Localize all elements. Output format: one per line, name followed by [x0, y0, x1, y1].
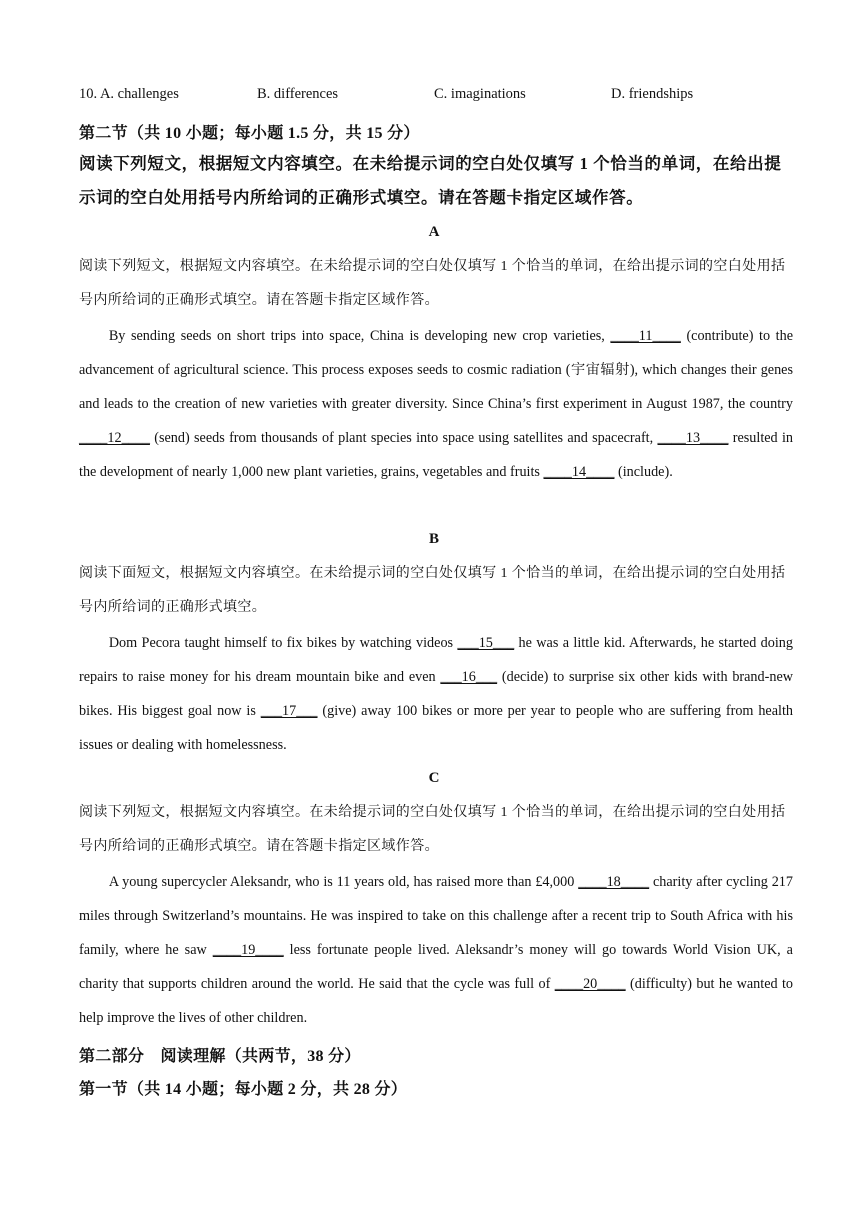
- blank-17[interactable]: ___17___: [260, 703, 318, 719]
- passage-b-instruction: 阅读下面短文，根据短文内容填空。在未给提示词的空白处仅填写 1 个恰当的单词，在给出提示词的空白处用括号内所给词的正确形式填空。: [79, 566, 786, 615]
- option-b: B. differences: [257, 86, 339, 102]
- passage-b-text: Dom Pecora taught himself to fix bikes by watching videos ___15___ he was a little kid. Afterwards, he started doing repairs to raise money for his dream mountain bike and even ___16___ (decide) to surprise six other kids with brand-new bikes. His biggest goal now is ___17___ (give) away 100 bikes or more per year to people who are suffering from health issues or dealing with homelessness.: [79, 635, 793, 753]
- section-2-instruction: 阅读下列短文，根据短文内容填空。在未给提示词的空白处仅填写 1 个恰当的单词，在给出提示词的空白处用括号内所给词的正确形式填空。请在答题卡指定区域作答。: [79, 154, 782, 207]
- passage-b-letter: B: [428, 531, 439, 547]
- blank-12[interactable]: ____12____: [79, 430, 150, 446]
- passage-c-letter: C: [428, 770, 440, 786]
- passage-c-text: A young supercycler Aleksandr, who is 11 years old, has raised more than £4,000 ____18____ charity after cycling 217 miles through Switzerland’s mountains. He was inspired to take on this challenge after a recent trip to South Africa with his family, where he saw ____19____ less fortunate people lived. Aleksandr’s money will go towards World Vision UK, a charity that supports children around the world. He said that the cycle was full of ____20____ (difficulty) but he wanted to help improve the lives of other children.: [79, 874, 794, 1026]
- passage-a-letter: A: [428, 224, 440, 240]
- section-2-heading: 第二节（共 10 小题；每小题 1.5 分，共 15 分）: [79, 125, 420, 142]
- passage-a-instruction: 阅读下列短文，根据短文内容填空。在未给提示词的空白处仅填写 1 个恰当的单词，在给出提示词的空白处用括号内所给词的正确形式填空。请在答题卡指定区域作答。: [79, 259, 786, 308]
- passage-a-text: By sending seeds on short trips into space, China is developing new crop varieties, ____11____ (contribute) to the advancement of agricultural science. This process exposes seeds to cosmic radiation (宇宙辐射), which changes their genes and leads to the creation of new varieties with greater diversity. Since China’s first experiment in August 1987, the country ____12____ (send) seeds from thousands of plant species into space using satellites and spacecraft, ____13____ resulted in the development of nearly 1,000 new plant varieties, grains, vegetables and fruits ____14____ (include).: [79, 328, 793, 480]
- blank-16[interactable]: ___16___: [440, 669, 498, 685]
- blank-13[interactable]: ____13____: [657, 430, 729, 446]
- part-2-section-1-heading: 第一节（共 14 小题；每小题 2 分，共 28 分）: [79, 1081, 408, 1098]
- option-c: C. imaginations: [434, 86, 526, 102]
- blank-14[interactable]: ____14____: [543, 464, 615, 480]
- part-2-heading: 第二部分 阅读理解（共两节，38 分）: [79, 1048, 361, 1065]
- passage-c-instruction: 阅读下列短文，根据短文内容填空。在未给提示词的空白处仅填写 1 个恰当的单词，在给出提示词的空白处用括号内所给词的正确形式填空。请在答题卡指定区域作答。: [79, 805, 786, 854]
- blank-18[interactable]: ____18____: [578, 874, 650, 890]
- blank-11[interactable]: ____11____: [610, 328, 681, 344]
- option-a: 10. A. challenges: [79, 86, 179, 102]
- blank-20[interactable]: ____20____: [554, 976, 626, 992]
- blank-19[interactable]: ____19____: [212, 942, 284, 958]
- question-10-options: [79, 86, 799, 108]
- option-d: D. friendships: [611, 86, 694, 102]
- blank-15[interactable]: ___15___: [457, 635, 515, 651]
